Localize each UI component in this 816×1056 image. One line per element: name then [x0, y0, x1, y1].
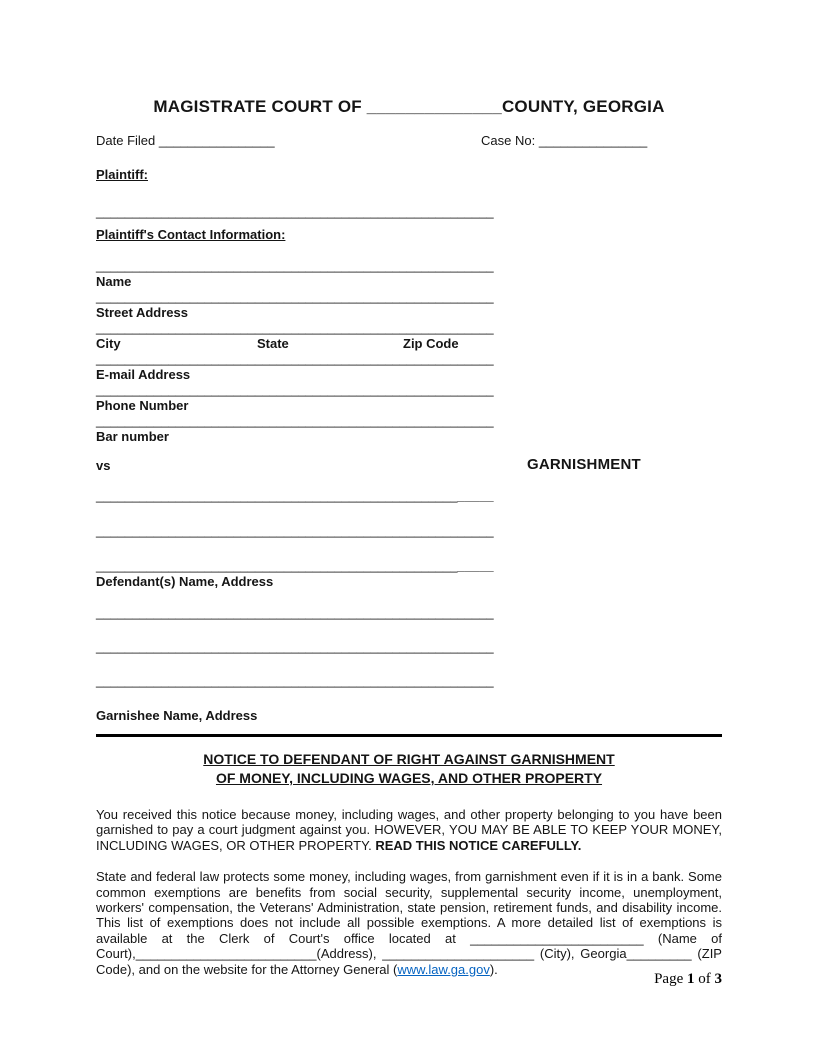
notice-heading-text-2: OF MONEY, INCLUDING WAGES, AND OTHER PROPERTY — [215, 770, 603, 786]
paragraph-text: State and federal law protects some money, including wages, from garnishment even if it is in a bank. Some common exemptions are benefits from social security, supplemental security income, unemployment, workers' compensation, the Veterans' Administration, state pension, retirement funds, and disability income. This list of exemptions does not include all possible exemptions. A more detailed list of exemptions is available at the Clerk of Court's office located at — [96, 869, 722, 946]
paragraph-text: You received this notice because money, including wages, and other property belonging to you have been garnished to pay a court judgment against you. HOWEVER, YOU MAY BE ABLE TO KEEP YOUR MONEY, INCLUDING WAGES, OR OTHER PROPERTY. — [96, 807, 722, 853]
document-title — [96, 97, 722, 117]
notice-paragraph-1 — [96, 807, 722, 853]
name-label: Name — [96, 274, 132, 289]
plaintiff-name-line: _______________________________________________________ — [96, 204, 494, 219]
case-no-blank: _______________ — [538, 133, 648, 148]
defendant-line-3 — [96, 558, 494, 574]
line-segment-bold: _____ — [457, 488, 494, 503]
city-state-zip-labels — [96, 336, 468, 351]
line-segment: __________________________________________________ — [96, 488, 458, 503]
phone-line: _______________________________________________________ — [96, 382, 494, 397]
defendant-line-1 — [96, 488, 494, 504]
city-label: City — [96, 336, 121, 351]
case-no — [481, 133, 647, 148]
title-suffix: COUNTY, GEORGIA — [501, 97, 665, 116]
paragraph-text: (Name of Court), — [96, 930, 723, 962]
name-field — [96, 258, 494, 289]
paragraph-text: (ZIP Code), and on the website for the Attorney General ( — [96, 946, 722, 977]
email-line: _______________________________________________________ — [96, 351, 494, 366]
defendant-line-2: _______________________________________________________ — [96, 523, 494, 538]
defendant-section — [96, 488, 494, 589]
street-address-label: Street Address — [96, 305, 188, 320]
inline-blank: _____________________ — [382, 946, 535, 962]
defendant-label: Defendant(s) Name, Address — [96, 574, 274, 589]
contact-fields — [96, 258, 494, 444]
paragraph-text: ). — [489, 961, 498, 977]
phone-label: Phone Number — [96, 398, 189, 413]
garnishment-title: GARNISHMENT — [527, 456, 641, 473]
garnishee-line-3: _______________________________________________________ — [96, 673, 494, 688]
zip-code-label: Zip Code — [403, 336, 459, 351]
date-filed — [96, 133, 481, 148]
state-label: State — [257, 336, 289, 351]
street-address-field — [96, 289, 494, 320]
garnishee-line-1: _______________________________________________________ — [96, 605, 494, 620]
contact-info-heading: Plaintiff's Contact Information: — [96, 227, 286, 242]
plaintiff-heading: Plaintiff: — [96, 167, 148, 182]
vs-label: vs — [96, 458, 111, 473]
case-no-label: Case No: — [481, 133, 536, 148]
bar-number-label: Bar number — [96, 429, 169, 444]
street-address-line: _______________________________________________________ — [96, 289, 494, 304]
plaintiff-name-field — [96, 204, 494, 220]
phone-field — [96, 382, 494, 413]
meta-row — [96, 133, 722, 148]
bar-number-field — [96, 413, 494, 444]
garnishee-line-2: _______________________________________________________ — [96, 639, 494, 654]
paragraph-text: (Address), — [316, 946, 383, 962]
notice-heading-text-1: NOTICE TO DEFENDANT OF RIGHT AGAINST GARNISHMENT — [203, 751, 615, 767]
line-segment: __________________________________________________ — [96, 558, 458, 573]
notice-heading-line-2 — [96, 769, 722, 788]
inline-blank: _________________________ — [135, 946, 317, 962]
page-word: Page — [654, 971, 687, 987]
section-divider — [96, 734, 722, 737]
of-word: of — [694, 971, 715, 987]
date-filed-blank: ________________ — [158, 133, 275, 148]
page-number — [654, 971, 722, 988]
garnishee-label: Garnishee Name, Address — [96, 708, 258, 723]
inline-blank: ________________________ — [470, 930, 644, 946]
line-segment-bold: _____ — [457, 558, 494, 573]
name-line: _______________________________________________________ — [96, 258, 494, 273]
bar-number-line: _______________________________________________________ — [96, 413, 494, 428]
paragraph-text: (City), Georgia — [534, 946, 627, 962]
paragraph-text-bold: READ THIS NOTICE CAREFULLY. — [375, 837, 582, 853]
attorney-general-link[interactable]: www.law.ga.gov — [397, 961, 490, 977]
email-field — [96, 351, 494, 382]
notice-heading-line-1 — [96, 750, 722, 769]
notice-paragraph-2 — [96, 869, 722, 977]
city-state-zip-line: _______________________________________________________ — [96, 320, 494, 335]
vs-row — [96, 458, 722, 474]
email-label: E-mail Address — [96, 367, 191, 382]
date-filed-label: Date Filed — [96, 133, 156, 148]
inline-blank: _________ — [626, 946, 692, 962]
page-total: 3 — [714, 971, 722, 987]
garnishee-section — [96, 605, 494, 723]
title-blank: ______________ — [366, 97, 502, 116]
city-state-zip-field — [96, 320, 494, 351]
notice-heading — [96, 750, 722, 788]
title-prefix: MAGISTRATE COURT OF — [153, 97, 367, 116]
page-current: 1 — [687, 971, 695, 987]
